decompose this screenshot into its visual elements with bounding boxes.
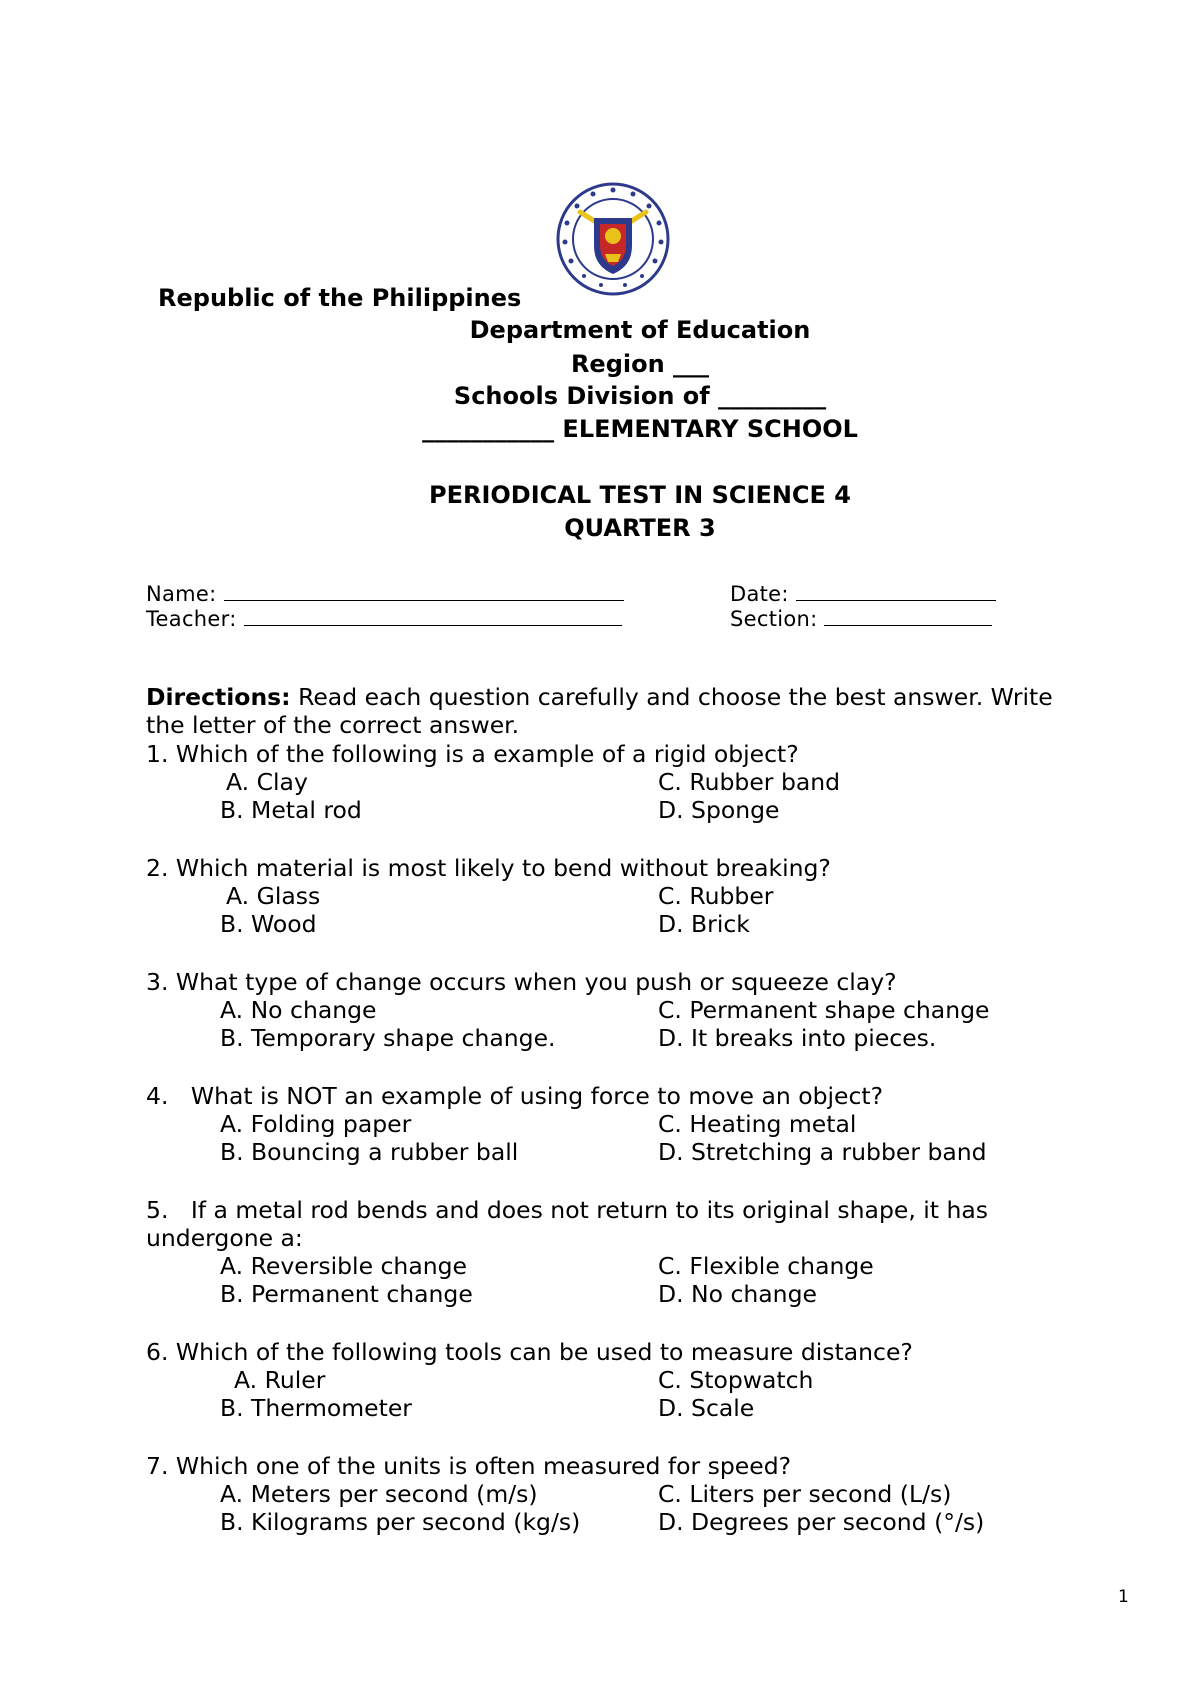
section-blank[interactable] [824,607,992,626]
question-7-option-c: C. Liters per second (L/s) [658,1480,952,1508]
question-6-option-b: B. Thermometer [220,1394,412,1422]
question-5-text-line-2: undergone a: [146,1224,303,1252]
division-heading: Schools Division of _________ [453,382,827,410]
question-1-option-d: D. Sponge [658,796,780,824]
name-label: Name: [146,582,217,606]
question-3-option-d: D. It breaks into pieces. [658,1024,937,1052]
directions-text-1: Read each question carefully and choose the best answer. Write [298,683,1053,711]
section-field[interactable] [730,607,992,631]
question-2-text: 2. Which material is most likely to bend without breaking? [146,854,831,882]
question-2-option-a: A. Glass [226,882,321,910]
teacher-label: Teacher: [146,607,237,631]
question-4-text: 4. What is NOT an example of using force to move an object? [146,1082,884,1110]
page-number: 1 [1118,1587,1129,1607]
question-3-option-a: A. No change [220,996,377,1024]
question-6-option-c: C. Stopwatch [658,1366,814,1394]
directions-label: Directions: [146,683,291,711]
date-field[interactable] [730,582,996,606]
question-6-option-d: D. Scale [658,1394,755,1422]
question-4-option-d: D. Stretching a rubber band [658,1138,987,1166]
question-6-option-a: A. Ruler [234,1366,326,1394]
deped-seal-logo [556,182,670,296]
question-4-option-c: C. Heating metal [658,1110,857,1138]
name-field[interactable] [146,582,624,606]
question-5-option-c: C. Flexible change [658,1252,874,1280]
republic-heading: Republic of the Philippines [158,284,522,312]
question-6-text: 6. Which of the following tools can be used to measure distance? [146,1338,913,1366]
question-3-option-c: C. Permanent shape change [658,996,990,1024]
question-7-text: 7. Which one of the units is often measured for speed? [146,1452,792,1480]
test-title: PERIODICAL TEST IN SCIENCE 4 [428,481,851,509]
question-5-option-d: D. No change [658,1280,817,1308]
question-1-text: 1. Which of the following is a example of a rigid object? [146,740,799,768]
question-4-option-a: A. Folding paper [220,1110,412,1138]
teacher-blank[interactable] [244,607,622,626]
question-2-option-c: C. Rubber [658,882,774,910]
date-label: Date: [730,582,789,606]
school-heading: ___________ ELEMENTARY SCHOOL [422,415,858,443]
question-3-option-b: B. Temporary shape change. [220,1024,556,1052]
question-1-option-a: A. Clay [226,768,308,796]
question-5-option-a: A. Reversible change [220,1252,467,1280]
department-heading: Department of Education [469,316,811,344]
name-blank[interactable] [224,582,624,601]
directions-line-2: the letter of the correct answer. [146,711,520,739]
quarter-heading: QUARTER 3 [564,514,716,542]
question-7-option-b: B. Kilograms per second (kg/s) [220,1508,581,1536]
teacher-field[interactable] [146,607,622,631]
question-2-option-b: B. Wood [220,910,317,938]
date-blank[interactable] [796,582,996,601]
directions-line-1 [146,683,1053,711]
region-heading: Region ___ [570,350,710,378]
section-label: Section: [730,607,818,631]
question-3-text: 3. What type of change occurs when you push or squeeze clay? [146,968,897,996]
question-4-option-b: B. Bouncing a rubber ball [220,1138,519,1166]
question-2-option-d: D. Brick [658,910,750,938]
question-5-option-b: B. Permanent change [220,1280,473,1308]
question-1-option-c: C. Rubber band [658,768,841,796]
question-5-text-line-1: 5. If a metal rod bends and does not return to its original shape, it has [146,1196,989,1224]
question-1-option-b: B. Metal rod [220,796,362,824]
question-7-option-d: D. Degrees per second (°/s) [658,1508,985,1536]
question-7-option-a: A. Meters per second (m/s) [220,1480,538,1508]
